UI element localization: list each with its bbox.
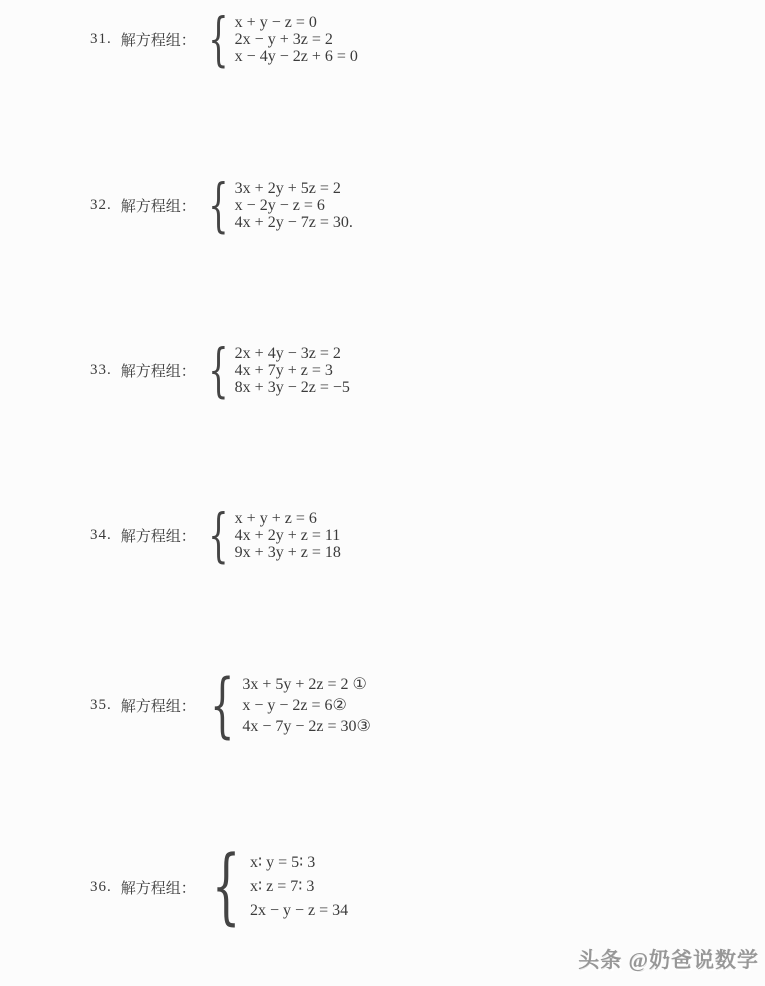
- problem-item-31: [90, 5, 358, 73]
- problem-item-35: [90, 664, 371, 746]
- problem-number: 34.: [90, 526, 112, 543]
- equation-line: x + y − z = 0: [234, 13, 317, 31]
- equation-line: x − 4y − 2z + 6 = 0: [234, 47, 358, 65]
- equation-line: 3x + 5y + 2z = 2 ①: [242, 675, 367, 693]
- equation-column: [235, 510, 341, 561]
- problem-label: 解方程组：: [120, 880, 196, 897]
- equation-system: [200, 664, 371, 746]
- watermark: 头条 @奶爸说数学: [578, 948, 759, 972]
- problem-number: 33.: [90, 361, 112, 378]
- left-brace-glyph: {: [208, 171, 229, 239]
- equation-column: [235, 345, 350, 396]
- problem-number: 32.: [90, 196, 112, 213]
- equation-line: x − y − 2z = 6②: [242, 696, 347, 714]
- equation-line: x∶ z = 7∶ 3: [249, 878, 315, 895]
- problem-number: 35.: [90, 696, 112, 713]
- equation-line: 4x + 2y − 7z = 30.: [234, 213, 353, 231]
- left-brace-glyph: {: [211, 839, 241, 934]
- equation-system: [200, 5, 358, 73]
- problem-number: 36.: [90, 878, 112, 895]
- equation-column: [235, 180, 353, 231]
- problem-label: 解方程组：: [120, 363, 196, 380]
- problem-item-32: [90, 171, 353, 239]
- equation-line: 2x + 4y − 3z = 2: [234, 344, 341, 362]
- problem-label: 解方程组：: [120, 698, 196, 715]
- problem-item-34: [90, 501, 341, 569]
- equation-line: 2x − y − z = 34: [249, 902, 349, 919]
- left-brace-glyph: {: [209, 664, 235, 746]
- equation-column: [235, 14, 358, 65]
- equation-column: [250, 851, 348, 923]
- problem-number: 31.: [90, 30, 112, 47]
- equation-line: 2x − y + 3z = 2: [234, 30, 333, 48]
- equation-line: 9x + 3y + z = 18: [234, 543, 341, 561]
- left-brace-glyph: {: [208, 5, 229, 73]
- left-brace-glyph: {: [208, 336, 229, 404]
- left-brace-glyph: {: [208, 501, 229, 569]
- problem-item-36: [90, 839, 349, 934]
- problem-label: 解方程组：: [120, 32, 196, 49]
- equation-line: x∶ y = 5∶ 3: [249, 854, 316, 871]
- equation-line: 8x + 3y − 2z = −5: [234, 378, 350, 396]
- problem-label: 解方程组：: [120, 528, 196, 545]
- equation-line: 4x + 2y + z = 11: [234, 526, 341, 544]
- equation-system: [200, 501, 341, 569]
- problem-label: 解方程组：: [120, 198, 196, 215]
- equation-system: [200, 336, 350, 404]
- equation-line: x − 2y − z = 6: [234, 196, 325, 214]
- problem-item-33: [90, 336, 350, 404]
- equation-line: 3x + 2y + 5z = 2: [234, 179, 341, 197]
- equation-system: [200, 171, 353, 239]
- equation-line: 4x + 7y + z = 3: [234, 361, 333, 379]
- equation-line: 4x − 7y − 2z = 30③: [242, 717, 371, 735]
- equation-system: [200, 839, 349, 934]
- equation-column: [242, 674, 371, 737]
- equation-line: x + y + z = 6: [234, 509, 317, 527]
